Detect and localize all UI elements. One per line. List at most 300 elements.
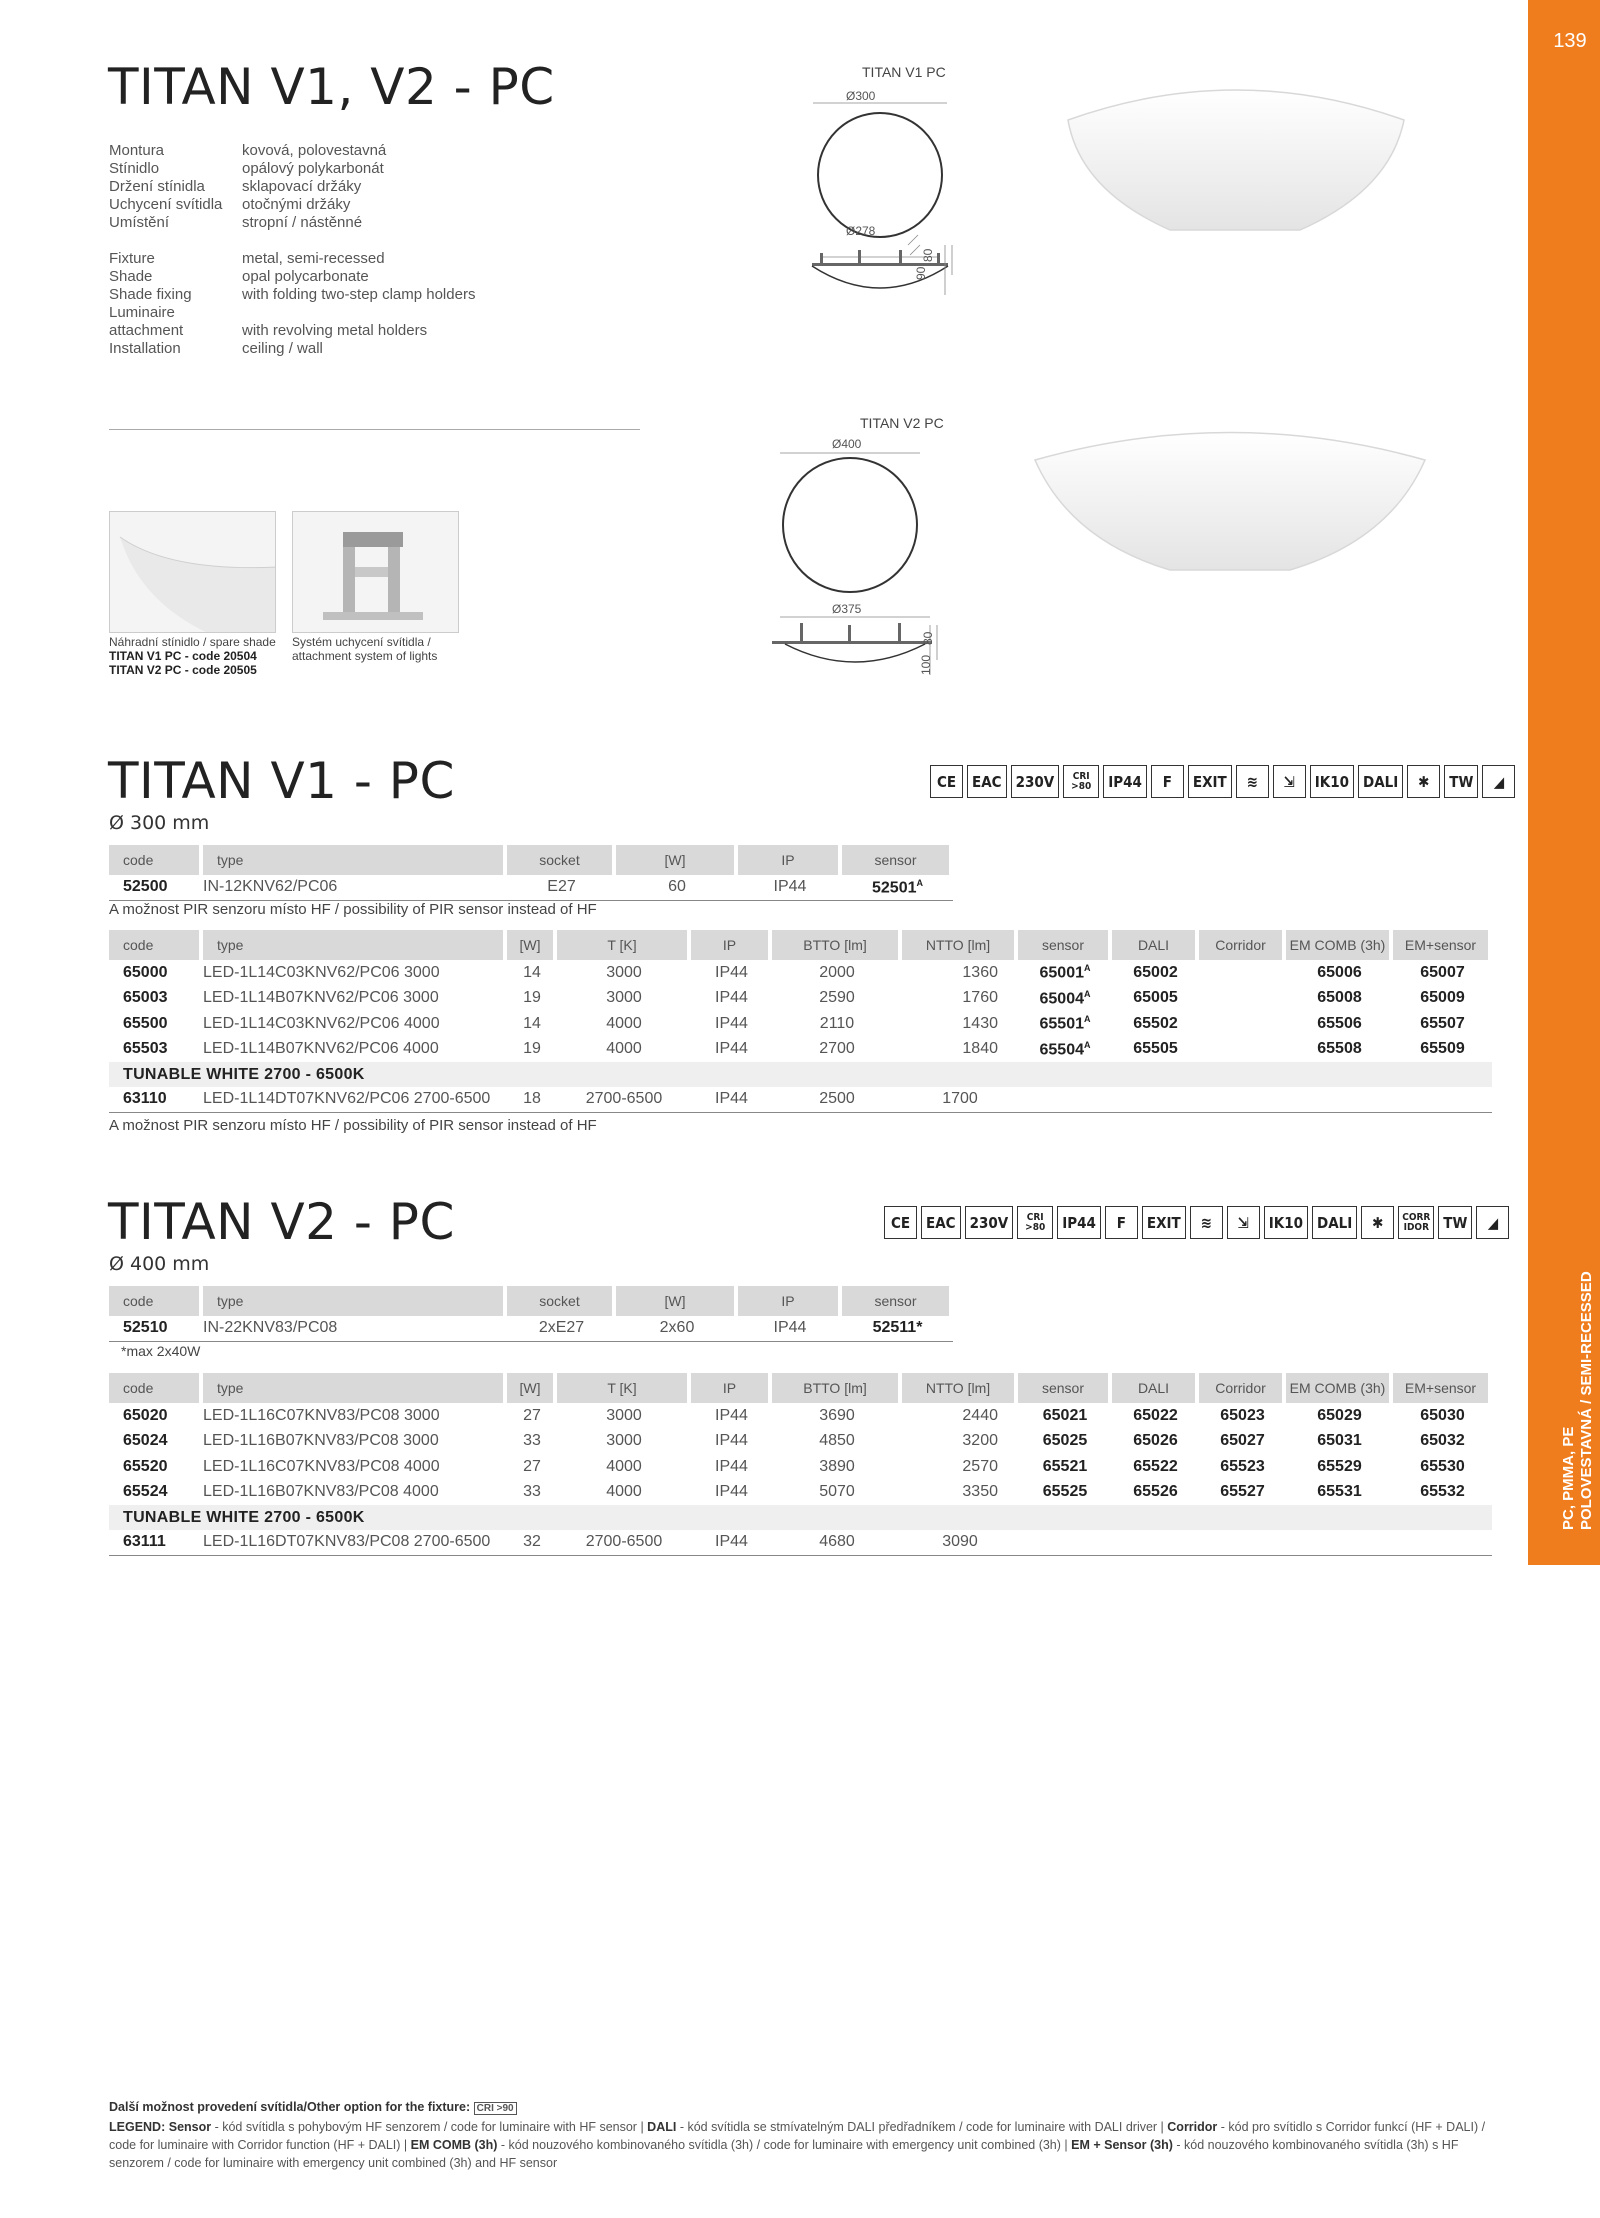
table-header-cell: Corridor	[1199, 1373, 1286, 1403]
cert-icon: DALI	[1312, 1206, 1357, 1239]
spec-key: Shade fixing	[109, 286, 192, 303]
spare-shade-line2: TITAN V1 PC - code 20504	[109, 649, 257, 663]
footnote-marker: A	[1084, 988, 1091, 999]
table-cell: 2xE27	[507, 1316, 616, 1342]
spec-key: Umístění	[109, 214, 170, 231]
table-cell: IP44	[691, 1530, 772, 1556]
spec-row	[109, 214, 386, 232]
spec-value: sklapovací držáky	[242, 178, 362, 195]
spec-value: with folding two-step clamp holders	[242, 286, 476, 303]
table-cell: 4000	[606, 1014, 642, 1032]
cert-icon: ⇲	[1273, 765, 1306, 798]
table-header-cell: socket	[507, 1286, 616, 1316]
table-cell	[1199, 1037, 1286, 1063]
table-cell: LED-1L16DT07KNV83/PC08 2700-6500	[203, 1530, 507, 1556]
v1-table-conventional	[109, 845, 953, 901]
spec-key: Uchycení svítidla	[109, 196, 223, 213]
table-cell: $65504^A$	[1039, 1039, 1091, 1058]
table-row	[109, 1530, 1492, 1556]
table-header-cell: type	[203, 845, 507, 875]
legend-corridor-label: Corridor	[1167, 2120, 1218, 2134]
legend-label: LEGEND:	[109, 2120, 166, 2134]
table-cell: 65509	[1420, 1040, 1465, 1058]
table-cell: 63110	[109, 1087, 203, 1113]
table-row	[109, 1429, 1492, 1455]
table-header-cell: type	[203, 1373, 507, 1403]
table-row	[109, 875, 953, 901]
spec-value: with revolving metal holders	[242, 322, 428, 339]
table-cell: 4680	[772, 1530, 902, 1556]
table-header-cell: code	[109, 845, 203, 875]
spec-key: Luminaire	[109, 304, 175, 321]
table-cell: 2700	[819, 1040, 855, 1058]
table-cell: 65000	[123, 963, 168, 981]
table-cell: 65525	[1042, 1483, 1088, 1501]
table-header-cell: DALI	[1112, 1373, 1199, 1403]
tunable-white-label: TUNABLE WHITE 2700 - 6500K	[109, 1505, 1492, 1530]
legend-emsensor-label: EM + Sensor (3h)	[1071, 2138, 1173, 2152]
footnote-marker: A	[1084, 1014, 1091, 1025]
table-cell: 65030	[1420, 1406, 1465, 1424]
cert-icon: ◢	[1476, 1206, 1509, 1239]
legend-sensor-label: Sensor	[168, 2120, 212, 2134]
table-cell: 65032	[1420, 1432, 1465, 1450]
table-header-cell: IP	[738, 845, 842, 875]
cert-icon: ≋	[1236, 765, 1269, 798]
tunable-white-header-row	[109, 1062, 1492, 1087]
table-cell: 65522	[1133, 1457, 1178, 1475]
table-cell: LED-1L14B07KNV62/PC06 3000	[203, 989, 439, 1007]
table-header-cell: EM COMB (3h)	[1286, 930, 1393, 960]
table-cell: 65021	[1042, 1406, 1088, 1424]
table-cell: LED-1L14C03KNV62/PC06 4000	[203, 1014, 440, 1032]
spec-value: ceiling / wall	[242, 340, 323, 357]
table-header-cell: IP	[691, 1373, 772, 1403]
spec-row	[109, 178, 386, 196]
sidebar-category	[1560, 1200, 1596, 1530]
table-cell: 4000	[606, 1483, 642, 1501]
table-header-cell: EM+sensor	[1393, 1373, 1492, 1403]
spec-key: Montura	[109, 142, 165, 159]
table-cell: 2x60	[616, 1316, 738, 1342]
v1-dim-h2: 80	[921, 248, 935, 262]
cri90-badge: CRI >90	[474, 2102, 517, 2115]
footer-other-option	[109, 2098, 1494, 2118]
table-cell	[1199, 960, 1286, 986]
legend-dali-label: DALI	[647, 2120, 677, 2134]
table-cell: 3890	[819, 1457, 855, 1475]
table-cell: E27	[507, 875, 616, 901]
table-header-cell: DALI	[1112, 930, 1199, 960]
table-cell: 5070	[819, 1483, 855, 1501]
table-cell: IP44	[715, 1457, 748, 1475]
table-cell: 65521	[1042, 1457, 1088, 1475]
table-cell: 65524	[123, 1483, 168, 1501]
table-cell: 65031	[1317, 1432, 1362, 1450]
table-cell: 2500	[772, 1087, 902, 1113]
page-title: TITAN V1, V2 - PC	[108, 58, 555, 116]
cert-icon: DALI	[1358, 765, 1403, 798]
table-header-cell: [W]	[616, 845, 738, 875]
legend-sensor-text: - kód svítidla s pohybovým HF senzorem / code for luminaire with HF sensor |	[211, 2120, 648, 2134]
table-cell: 65520	[123, 1457, 168, 1475]
v1-table2-note: A možnost PIR senzoru místo HF / possibility of PIR sensor instead of HF	[109, 1117, 597, 1134]
table-cell: LED-1L14DT07KNV62/PC06 2700-6500	[203, 1087, 507, 1113]
cert-icon: F	[1105, 1206, 1138, 1239]
table-cell: IP44	[738, 875, 842, 901]
table-header-cell: socket	[507, 845, 616, 875]
table-cell: 65002	[1133, 963, 1178, 981]
cert-icon: ✱	[1407, 765, 1440, 798]
table-cell	[1393, 1530, 1492, 1556]
table-header-cell: NTTO [lm]	[902, 1373, 1018, 1403]
spec-row	[109, 196, 386, 214]
v2-diameter: Ø 400 mm	[109, 1253, 210, 1275]
cert-icon: ✱	[1361, 1206, 1394, 1239]
v1-product-photo	[1060, 80, 1412, 280]
spec-value: kovová, polovestavná	[242, 142, 387, 159]
table-cell: 1840	[962, 1040, 998, 1058]
legend-dali-text: - kód svítidla se stmívatelným DALI předřadníkem / code for luminaire with DALI driver |	[676, 2120, 1168, 2134]
table-cell: $65501^A$	[1039, 1014, 1091, 1033]
v2-section-title: TITAN V2 - PC	[108, 1193, 455, 1251]
spare-shade-line3: TITAN V2 PC - code 20505	[109, 663, 257, 677]
table-row	[109, 960, 1492, 986]
spec-value: otočnými držáky	[242, 196, 351, 213]
table-cell: 65007	[1420, 963, 1465, 981]
spec-key: Fixture	[109, 250, 155, 267]
table-cell: IP44	[715, 1014, 748, 1032]
table-header-cell: sensor	[1018, 930, 1112, 960]
table-header-cell: EM COMB (3h)	[1286, 1373, 1393, 1403]
table-cell: 2700-6500	[557, 1087, 691, 1113]
cert-icon: ⇲	[1227, 1206, 1260, 1239]
table-cell	[1199, 1011, 1286, 1037]
table-cell: IP44	[715, 1040, 748, 1058]
table-cell	[1112, 1087, 1199, 1113]
table-header-cell: type	[203, 1286, 507, 1316]
v2-drawing-label: TITAN V2 PC	[860, 415, 944, 431]
v2-dim-inner: Ø375	[832, 602, 862, 616]
table-header-cell: sensor	[842, 845, 953, 875]
table-row	[109, 1480, 1492, 1506]
cert-icon: CE	[884, 1206, 917, 1239]
table-header-cell: BTTO [lm]	[772, 930, 902, 960]
table-cell: 32	[507, 1530, 557, 1556]
table-cell: 65020	[123, 1406, 168, 1424]
attachment-line2: attachment system of lights	[292, 649, 438, 663]
table-cell: 65005	[1133, 989, 1178, 1007]
table-cell	[1018, 1087, 1112, 1113]
table-cell: 2110	[819, 1014, 855, 1032]
table-header-cell: T [K]	[557, 1373, 691, 1403]
table-cell: 27	[523, 1406, 541, 1424]
table-row	[109, 1403, 1492, 1429]
table-cell: $65004^A$	[1039, 988, 1091, 1007]
table-cell: IN-12KNV62/PC06	[203, 875, 507, 901]
spec-key: Installation	[109, 340, 181, 357]
table-cell: 65006	[1317, 963, 1362, 981]
table-cell: LED-1L16B07KNV83/PC08 4000	[203, 1483, 439, 1501]
table-cell: 65022	[1133, 1406, 1178, 1424]
table-cell: 65530	[1420, 1457, 1465, 1475]
table-header-cell: code	[109, 1286, 203, 1316]
table-header-cell: IP	[738, 1286, 842, 1316]
table-cell: $65001^A$	[1039, 963, 1091, 982]
table-cell: 2570	[962, 1457, 998, 1475]
legend-emcomb-label: EM COMB (3h)	[410, 2138, 498, 2152]
table-cell: IP44	[715, 1432, 748, 1450]
table-header-cell: [W]	[507, 1373, 557, 1403]
spec-row	[109, 286, 475, 304]
table-cell: 65003	[123, 989, 168, 1007]
sidebar-line-1: PC, PMMA, PE	[1560, 1426, 1577, 1530]
table-cell: LED-1L16C07KNV83/PC08 4000	[203, 1457, 440, 1475]
table-cell: 65025	[1042, 1432, 1088, 1450]
cert-icon: IK10	[1264, 1206, 1308, 1239]
v2-dim-h1: 100	[919, 654, 933, 675]
table-cell: 63111	[109, 1530, 203, 1556]
v2-table-conventional	[109, 1286, 953, 1342]
table-cell: 3200	[962, 1432, 998, 1450]
table-header-cell: EM+sensor	[1393, 930, 1492, 960]
table-row	[109, 1037, 1492, 1063]
table-cell: 65505	[1133, 1040, 1178, 1058]
divider	[109, 429, 640, 430]
tunable-white-label: TUNABLE WHITE 2700 - 6500K	[109, 1062, 1492, 1087]
table-cell: 2590	[819, 989, 855, 1007]
table-cell: 65508	[1317, 1040, 1362, 1058]
table-header-cell: NTTO [lm]	[902, 930, 1018, 960]
table-cell: 2700-6500	[557, 1530, 691, 1556]
table-cell: 65527	[1220, 1483, 1265, 1501]
cert-icon: 230V	[965, 1206, 1014, 1239]
table-cell: 3000	[606, 989, 642, 1007]
table-header-cell: Corridor	[1199, 930, 1286, 960]
cert-icon: F	[1151, 765, 1184, 798]
attachment-line1: Systém uchycení svítidla /	[292, 635, 431, 649]
cert-icon: CRI >80	[1063, 765, 1099, 798]
table-cell	[1199, 1530, 1286, 1556]
spec-value: opal polycarbonate	[242, 268, 369, 285]
table-cell: 4000	[606, 1040, 642, 1058]
table-header-cell: type	[203, 930, 507, 960]
table-cell: IP44	[738, 1316, 842, 1342]
sidebar-line-2: POLOVESTAVNÁ / SEMI-RECESSED	[1578, 1271, 1595, 1530]
table-header-cell: [W]	[616, 1286, 738, 1316]
v2-product-photo	[1030, 420, 1430, 600]
table-cell: 2440	[962, 1406, 998, 1424]
table-cell: 65507	[1420, 1014, 1465, 1032]
table-header-cell: BTTO [lm]	[772, 1373, 902, 1403]
cert-icon: TW	[1438, 1206, 1472, 1239]
table-cell: 65503	[123, 1040, 168, 1058]
spec-key: Držení stínidla	[109, 178, 205, 195]
table-cell: 65523	[1220, 1457, 1265, 1475]
table-cell	[1393, 1087, 1492, 1113]
table-cell: 65532	[1420, 1483, 1465, 1501]
table-cell: 3350	[962, 1483, 998, 1501]
table-cell: 33	[523, 1483, 541, 1501]
spare-shade-line1: Náhradní stínidlo / spare shade	[109, 635, 276, 649]
attachment-caption	[292, 635, 437, 663]
table-row	[109, 1011, 1492, 1037]
table-cell: 3000	[606, 963, 642, 981]
table-cell: 65506	[1317, 1014, 1362, 1032]
table-cell: IP44	[715, 1483, 748, 1501]
table-cell: 52510	[109, 1316, 203, 1342]
v2-table1-note: *max 2x40W	[121, 1343, 201, 1359]
cert-icon: EXIT	[1188, 765, 1232, 798]
table-cell: IN-22KNV83/PC08	[203, 1316, 507, 1342]
table-cell: 18	[507, 1087, 557, 1113]
v1-diameter: Ø 300 mm	[109, 812, 210, 834]
table-cell: 27	[523, 1457, 541, 1475]
legend-footer	[109, 2098, 1494, 2172]
v1-dim-inner: Ø278	[846, 224, 876, 238]
table-cell: 65023	[1220, 1406, 1265, 1424]
v1-table-led	[109, 930, 1492, 1113]
cert-icon: CORR IDOR	[1398, 1206, 1434, 1239]
v2-table-led	[109, 1373, 1492, 1556]
footnote-marker: A	[916, 877, 923, 888]
table-header-cell: T [K]	[557, 930, 691, 960]
table-cell	[1018, 1530, 1112, 1556]
footer-legend	[109, 2118, 1494, 2172]
cert-icon: EXIT	[1142, 1206, 1186, 1239]
table-cell: IP44	[715, 963, 748, 981]
table-cell: 4850	[819, 1432, 855, 1450]
table-cell: 65024	[123, 1432, 168, 1450]
spec-value: stropní / nástěnné	[242, 214, 363, 231]
table-header-cell: sensor	[1018, 1373, 1112, 1403]
table-cell: 65009	[1420, 989, 1465, 1007]
table-cell: 65526	[1133, 1483, 1178, 1501]
table-header-cell: sensor	[842, 1286, 953, 1316]
cert-icon: ≋	[1190, 1206, 1223, 1239]
table-header-cell: [W]	[507, 930, 557, 960]
table-row	[109, 986, 1492, 1012]
table-cell: LED-1L14B07KNV62/PC06 4000	[203, 1040, 439, 1058]
table-cell: 2000	[819, 963, 855, 981]
legend-corridor-text: - kód pro svítidlo s Corridor funkcí (HF + DALI) / code for luminaire with Corridor function (HF + DALI) |	[109, 2120, 1486, 2152]
cert-icon: IK10	[1310, 765, 1354, 798]
table-cell	[1286, 1087, 1393, 1113]
cert-icon: CRI >80	[1017, 1206, 1053, 1239]
spare-shade-caption	[109, 635, 276, 677]
tunable-white-header-row	[109, 1505, 1492, 1530]
page-number: 139	[1553, 30, 1587, 52]
table-cell	[1112, 1530, 1199, 1556]
spec-value: opálový polykarbonát	[242, 160, 384, 177]
table-cell: 4000	[606, 1457, 642, 1475]
table-row	[109, 1454, 1492, 1480]
spec-cz	[109, 142, 386, 232]
v2-dim-outer: Ø400	[832, 437, 862, 451]
table-cell: 65502	[1133, 1014, 1178, 1032]
table-cell: 65008	[1317, 989, 1362, 1007]
v1-technical-drawing	[800, 95, 960, 305]
table-cell: 65500	[123, 1014, 168, 1032]
cert-icon: ◢	[1482, 765, 1515, 798]
spec-value: metal, semi-recessed	[242, 250, 385, 267]
cert-icon: CE	[930, 765, 963, 798]
legend-emcomb-text: - kód nouzového kombinovaného svítidla (3h) / code for luminaire with emergency unit combined (3h) |	[497, 2138, 1072, 2152]
table-cell: 19	[523, 989, 541, 1007]
spec-row	[109, 160, 386, 178]
legend-emsensor-text: - kód nouzového kombinovaného svítidla (3h) s HF senzorem / code for luminaire with emergency unit combined (3h) and HF sensor	[109, 2138, 1459, 2170]
table-cell: 65027	[1220, 1432, 1265, 1450]
cert-icon: IP44	[1103, 765, 1147, 798]
table-cell: 65529	[1317, 1457, 1362, 1475]
table-cell: 3000	[606, 1432, 642, 1450]
attachment-system-image	[292, 511, 459, 633]
table-header-cell: IP	[691, 930, 772, 960]
cert-icon: IP44	[1057, 1206, 1101, 1239]
table-cell: 65026	[1133, 1432, 1178, 1450]
table-cell	[1286, 1530, 1393, 1556]
table-header-cell: code	[109, 1373, 203, 1403]
table-cell: IP44	[691, 1087, 772, 1113]
cert-icon: TW	[1444, 765, 1478, 798]
table-cell: 60	[616, 875, 738, 901]
table-cell	[1199, 986, 1286, 1012]
table-cell: 14	[523, 1014, 541, 1032]
footnote-marker: A	[1084, 963, 1091, 974]
spec-en	[109, 250, 475, 358]
table-cell: 3690	[819, 1406, 855, 1424]
v1-dim-h1: 90	[914, 266, 928, 280]
v1-certification-icons	[930, 765, 1515, 798]
table-cell: LED-1L16C07KNV83/PC08 3000	[203, 1406, 440, 1424]
table-cell: 1360	[962, 963, 998, 981]
spec-row	[109, 322, 475, 340]
table-cell: 3000	[606, 1406, 642, 1424]
spec-row	[109, 250, 475, 268]
table-cell: LED-1L14C03KNV62/PC06 3000	[203, 963, 440, 981]
table-cell: 14	[523, 963, 541, 981]
v1-drawing-label: TITAN V1 PC	[862, 64, 946, 80]
spec-row	[109, 142, 386, 160]
table-cell: 19	[523, 1040, 541, 1058]
spec-key: attachment	[109, 322, 184, 339]
footnote-marker: A	[1084, 1039, 1091, 1050]
table-cell: 1430	[962, 1014, 998, 1032]
table-cell: IP44	[715, 989, 748, 1007]
table-cell: $52501^A$	[842, 875, 953, 901]
table-row	[109, 1087, 1492, 1113]
table-cell: 65531	[1317, 1483, 1362, 1501]
spec-key: Shade	[109, 268, 153, 285]
table-cell: 52511*	[842, 1316, 953, 1342]
table-cell: 1760	[962, 989, 998, 1007]
spec-row	[109, 268, 475, 286]
spec-key: Stínidlo	[109, 160, 160, 177]
v2-certification-icons	[884, 1206, 1509, 1239]
table-header-cell: code	[109, 930, 203, 960]
table-cell: 1700	[902, 1087, 1018, 1113]
v1-table1-note: A možnost PIR senzoru místo HF / possibility of PIR sensor instead of HF	[109, 901, 597, 918]
footer-other-option-label: Další možnost provedení svítidla/Other option for the fixture:	[109, 2100, 471, 2114]
v2-dim-h2: 80	[921, 631, 935, 645]
spec-row	[109, 304, 475, 322]
spec-row	[109, 340, 475, 358]
table-cell: IP44	[715, 1406, 748, 1424]
cert-icon: EAC	[967, 765, 1007, 798]
cert-icon: 230V	[1011, 765, 1060, 798]
table-row	[109, 1316, 953, 1342]
v1-dim-outer: Ø300	[846, 89, 876, 103]
